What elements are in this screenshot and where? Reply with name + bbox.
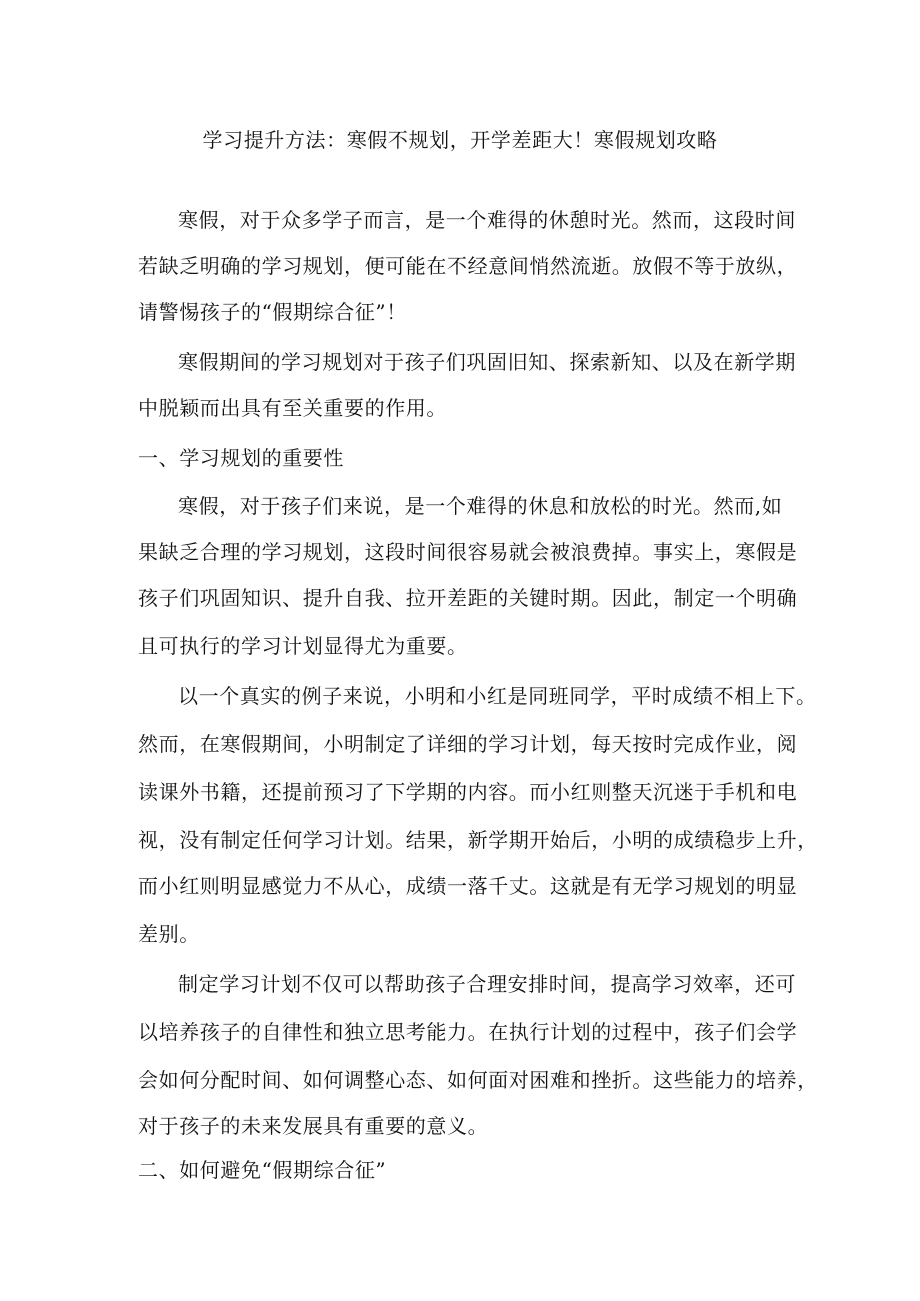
document-title: 学习提升方法：寒假不规划，开学差距大！寒假规划攻略 [202,128,718,152]
s1-p2-line-3: 读课外书籍，还提前预习了下学期的内容。而小红则整天沉迷于手机和电 [138,780,798,804]
section-2-heading: 二、如何避免“假期综合征” [138,1158,387,1182]
s1-p2-line-5: 而小红则明显感觉力不从心，成绩一落千丈。这就是有无学习规划的明显 [138,874,798,898]
intro-p2-line-1: 寒假期间的学习规划对于孩子们巩固旧知、探索新知、以及在新学期 [178,350,796,374]
s1-p1-line-1: 寒假，对于孩子们来说，是一个难得的休息和放松的时光。然而,如 [178,494,783,518]
intro-p2-line-2: 中脱颖而出具有至关重要的作用。 [138,396,447,420]
s1-p2-line-2: 然而，在寒假期间，小明制定了详细的学习计划，每天按时完成作业，阅 [138,732,798,756]
s1-p3-line-3: 会如何分配时间、如何调整心态、如何面对困难和挫折。这些能力的培养， [138,1068,818,1092]
s1-p2-line-4: 视，没有制定任何学习计划。结果，新学期开始后，小明的成绩稳步上升， [138,828,818,852]
s1-p1-line-3: 孩子们巩固知识、提升自我、拉开差距的关键时期。因此，制定一个明确 [138,586,798,610]
s1-p2-line-6: 差别。 [138,922,200,946]
s1-p1-line-4: 且可执行的学习计划显得尤为重要。 [138,634,468,658]
s1-p2-line-1: 以一个真实的例子来说，小明和小红是同班同学，平时成绩不相上下。 [178,684,817,708]
intro-p1-line-3: 请警惕孩子的“假期综合征”！ [138,300,407,324]
intro-p1-line-1: 寒假，对于众多学子而言，是一个难得的休憩时光。然而，这段时间 [178,208,796,232]
s1-p1-line-2: 果缺乏合理的学习规划，这段时间很容易就会被浪费掉。事实上，寒假是 [138,540,798,564]
intro-p1-line-2: 若缺乏明确的学习规划，便可能在不经意间悄然流逝。放假不等于放纵， [138,254,798,278]
s1-p3-line-1: 制定学习计划不仅可以帮助孩子合理安排时间，提高学习效率，还可 [178,972,796,996]
s1-p3-line-2: 以培养孩子的自律性和独立思考能力。在执行计划的过程中，孩子们会学 [138,1020,798,1044]
s1-p3-line-4: 对于孩子的未来发展具有重要的意义。 [138,1114,489,1138]
section-1-heading: 一、学习规划的重要性 [138,446,344,470]
